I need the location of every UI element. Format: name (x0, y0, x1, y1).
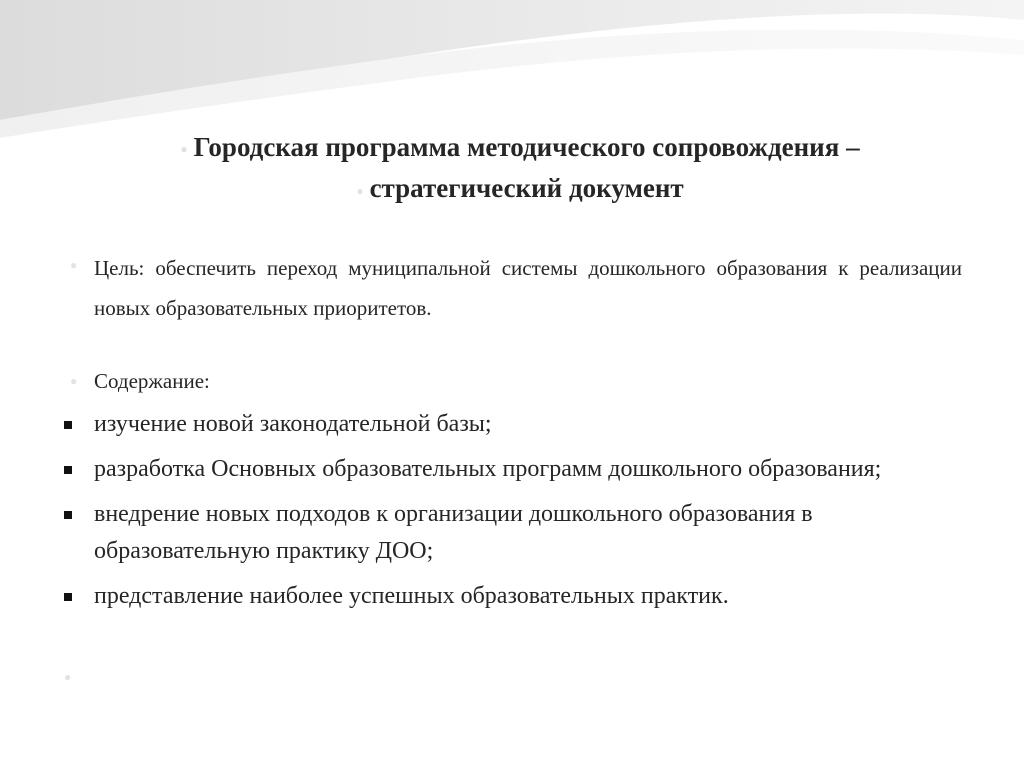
content-label: Содержание: (94, 369, 210, 393)
list-item (60, 578, 960, 615)
list-item-text: представление наиболее успешных образовательных практик. (94, 583, 729, 609)
bullet-icon: ● (180, 142, 188, 157)
goal-paragraph: Цель: обеспечить переход муниципальной системы дошкольного образования к реализации новых образовательных приоритетов. (94, 256, 962, 320)
bullet-icon: ● (356, 183, 364, 198)
title-line-2 (70, 169, 970, 210)
title-line-2-text: стратегический документ (369, 173, 684, 204)
list-item-text: разработка Основных образовательных программ дошкольного образования; (94, 456, 882, 482)
square-bullet-icon (64, 593, 72, 601)
list-item (60, 496, 960, 570)
list-item-text: изучение новой законодательной базы; (94, 411, 492, 437)
square-bullet-icon (64, 511, 72, 519)
list-item-text: внедрение новых подходов к организации дошкольного образования в образовательную практику ДОО; (94, 501, 813, 564)
slide-title (70, 128, 970, 211)
bullet-icon: ● (64, 670, 72, 684)
list-item (60, 406, 960, 443)
content-list (60, 406, 960, 623)
bullet-icon: ● (70, 374, 78, 388)
list-item (60, 451, 960, 488)
square-bullet-icon (64, 466, 72, 474)
square-bullet-icon (64, 421, 72, 429)
title-line-1 (70, 128, 970, 169)
bullet-icon: ● (70, 258, 78, 272)
title-line-1-text: Городская программа методического сопровождения – (193, 132, 860, 162)
